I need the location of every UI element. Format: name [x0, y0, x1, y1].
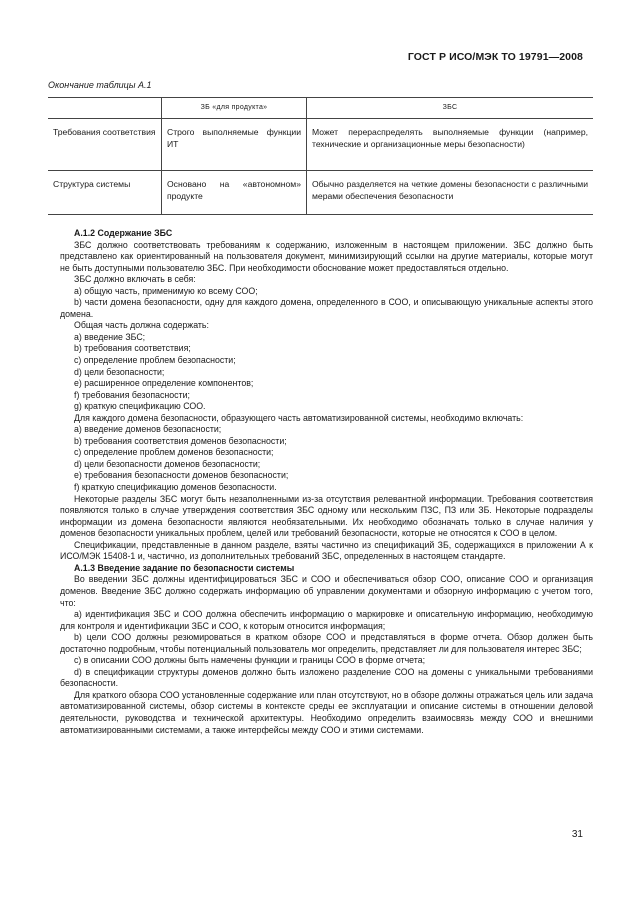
list-item: b) требования соответствия доменов безопасности;: [74, 435, 287, 446]
cell-zb: Основано на «автономном» продукте: [162, 171, 307, 215]
table-row: [48, 171, 593, 215]
section-heading: А.1.2 Содержание ЗБС: [74, 228, 173, 238]
comparison-table: [48, 97, 593, 215]
list-item: d) в спецификации структуры доменов должно быть изложено разделение СОО на домены с уникальными требованиями безопасности.: [60, 666, 593, 689]
cell-zbs: Может перераспределять выполняемые функции (например, технические и организационные меры безопасности): [307, 119, 594, 171]
row-label: Структура системы: [48, 171, 162, 215]
page-number: 31: [571, 829, 583, 840]
column-header-zbs: ЗБС: [307, 98, 594, 119]
list-item: а) введение доменов безопасности;: [74, 424, 222, 435]
paragraph: Спецификации, представленные в данном разделе, взяты частично из спецификаций ЗБ, содержащихся в приложении А к ИСО/МЭК 15408-1 и, частично, из дополнительных требований ЗБС, определенных в настоящем стандарте.: [60, 539, 593, 562]
paragraph: Общая часть должна содержать:: [74, 320, 209, 331]
paragraph: ЗБС должно соответствовать требованиям к содержанию, изложенным в настоящем приложении. ЗБС должно быть представлено как ориентированный на пользователя документ, минимизирующий ссылки на другие материалы, которые могут не быть доступными пользователю ЗБС. При необходимости обоснование может предоставляться отдельно.: [60, 239, 593, 273]
list-item: а) введение ЗБС;: [74, 331, 146, 342]
list-item: d) цели безопасности доменов безопасности;: [74, 458, 261, 469]
list-item: а) идентификация ЗБС и СОО должна обеспечить информацию о маркировке и описательную информацию, необходимую для контроля и идентификации ЗБС и СОО, к которым относится информация;: [60, 609, 593, 631]
paragraph: Во введении ЗБС должны идентифицироваться ЗБС и СОО и обеспечиваться обзор СОО, описание СОО и организация доменов. Введение ЗБС должно содержать информацию об управлении документами и обзорную информацию с учетом того, что:: [60, 574, 593, 608]
column-header-zb: ЗБ «для продукта»: [162, 98, 307, 119]
document-body: [60, 228, 593, 736]
document-header: ГОСТ Р ИСО/МЭК ТО 19791—2008: [407, 51, 583, 63]
table-row: [48, 119, 593, 171]
section-heading: А.1.3 Введение задание по безопасности системы: [74, 562, 295, 573]
list-item: e) расширенное определение компонентов;: [74, 378, 254, 389]
list-item: e) требования безопасности доменов безопасности;: [74, 470, 289, 481]
column-header-empty: [48, 98, 162, 119]
list-item: b) части домена безопасности, одну для каждого домена, определенного в СОО, и описывающую уникальные аспекты этого домена.: [60, 297, 593, 319]
list-item: с) в описании СОО должны быть намечены функции и границы СОО в форме отчета;: [74, 655, 426, 666]
paragraph: Некоторые разделы ЗБС могут быть незаполненными из-за отсутствия релевантной информации. Требования соответствия появляются только в случае утверждения соответствия ЗБС одному или нескольким ПЗС, ПЗ или ЗБ. Некоторые подразделы информации из домена безопасности являются необязательными. Их необходимо обозначать только в случае наличия у доменов безопасности уникальных проблем, целей или требований безопасности, которые не относятся к СОО в целом.: [60, 493, 593, 539]
list-item: f) краткую спецификацию доменов безопасности.: [74, 482, 277, 493]
list-item: а) общую часть, применимую ко всему СОО;: [74, 285, 258, 296]
table-caption: Окончание таблицы А.1: [48, 80, 152, 90]
list-item: b) требования соответствия;: [74, 343, 191, 354]
table-header-row: [48, 98, 593, 119]
paragraph: Для краткого обзора СОО установленные содержание или план отсутствуют, но в обзоре должны отражаться цель или задача автоматизированной системы, обзор системы в контексте среды ее эксплуатации и описание системы в отношении деловой деятельности, руководства и технической архитектуры. Необходимо определить взаимосвязь между СОО и внешними автоматизированными системами, а также интерфейсы между СОО и этими системами.: [60, 689, 593, 735]
list-item: b) цели СОО должны резюмироваться в кратком обзоре СОО и представляться в форме отчета. Обзор должен быть достаточно подробным, чтобы потенциальный пользователь мог определить, представляет ли для пользователя интерес ЗБС;: [60, 632, 593, 654]
list-item: с) определение проблем безопасности;: [74, 355, 236, 366]
list-item: g) краткую спецификацию СОО.: [74, 401, 206, 412]
list-item: с) определение проблем доменов безопасности;: [74, 447, 274, 458]
list-item: d) цели безопасности;: [74, 366, 165, 377]
list-item: f) требования безопасности;: [74, 389, 190, 400]
cell-zb: Строго выполняемые функции ИТ: [162, 119, 307, 171]
paragraph: ЗБС должно включать в себя:: [74, 274, 196, 285]
row-label: Требования соответствия: [48, 119, 162, 171]
paragraph: Для каждого домена безопасности, образующего часть автоматизированной системы, необходимо включать:: [74, 412, 524, 423]
cell-zbs: Обычно разделяется на четкие домены безопасности с различными мерами обеспечения безопасности: [307, 171, 594, 215]
